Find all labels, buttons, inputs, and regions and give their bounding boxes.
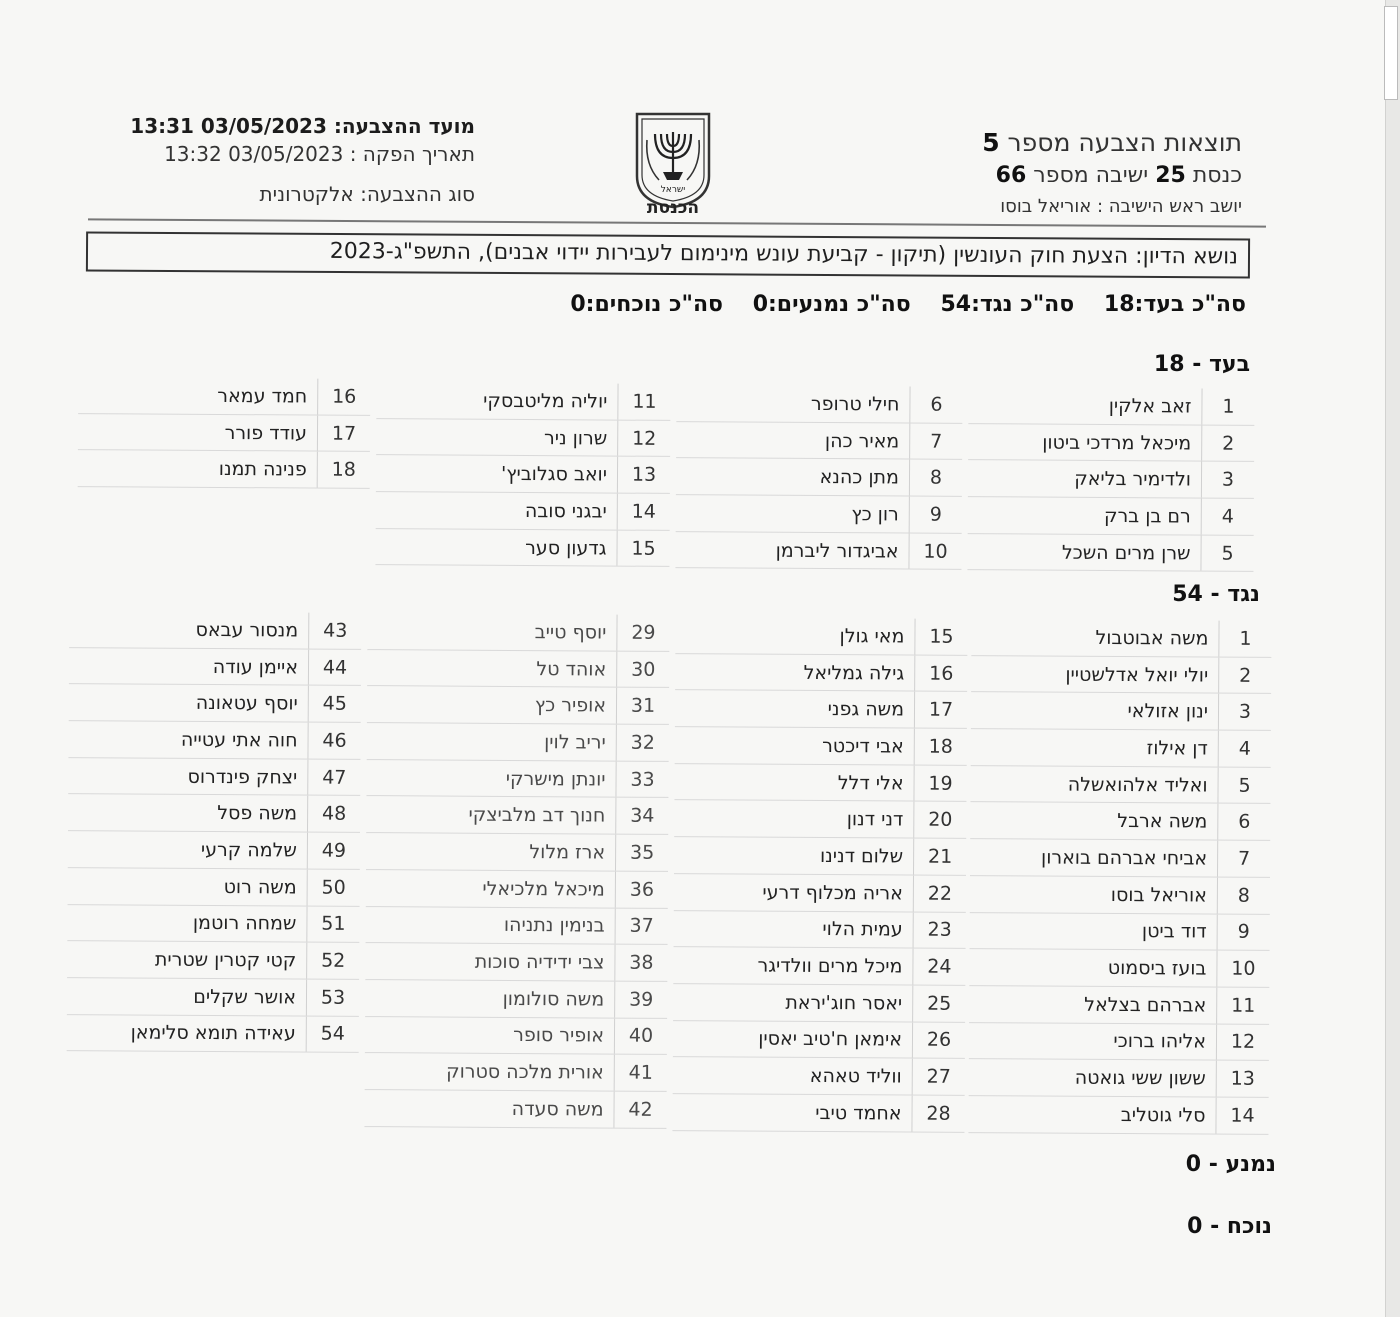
session-number: 66 [995, 163, 1027, 188]
member-name: חמד עמאר [217, 384, 308, 408]
member-name: משה אבוטבול [1095, 626, 1209, 650]
against-row [969, 986, 1269, 1025]
member-number: 27 [912, 1059, 965, 1095]
against-row [67, 941, 359, 979]
member-name: חילי טרופר [810, 392, 900, 416]
member-number: 41 [614, 1055, 667, 1091]
member-name: מתן כהנא [819, 466, 900, 489]
against-row [366, 907, 668, 946]
member-name: משה רוט [223, 875, 297, 899]
against-row [968, 1096, 1268, 1135]
member-number: 17 [914, 692, 967, 728]
against-row [68, 795, 360, 833]
member-number: 4 [1201, 499, 1254, 535]
against-row [969, 1023, 1269, 1062]
member-name: שלמה קרעי [200, 838, 297, 862]
against-row [672, 1094, 964, 1132]
member-number: 2 [1218, 657, 1271, 693]
member-name: אימאן ח'טיב יאסין [758, 1028, 903, 1051]
member-name: אבי דיכטר [822, 734, 904, 758]
against-row [969, 1059, 1269, 1098]
member-name: ארז מלול [529, 841, 606, 864]
produced-label: תאריך הפקה : [349, 142, 475, 166]
member-number: 51 [306, 906, 359, 942]
member-name: עמית הלוי [822, 918, 903, 941]
member-name: אופיר סופר [513, 1024, 605, 1047]
member-number: 20 [913, 802, 966, 838]
member-number: 17 [317, 415, 370, 451]
emblem-caption: הכנסת [646, 198, 700, 218]
member-number: 25 [912, 985, 965, 1021]
member-number: 40 [614, 1018, 667, 1054]
vote-number: 5 [982, 128, 1000, 157]
member-name: מיכאל מרדכי ביטון [1042, 431, 1192, 455]
member-number: 22 [913, 875, 966, 911]
member-name: בועז ביסמוט [1107, 956, 1207, 980]
chair-line: יושב ראש הישיבה : אוריאל בוסו [1000, 196, 1242, 217]
against-row [67, 905, 359, 943]
discussion-subject: נושא הדיון: הצעת חוק העונשין (תיקון - קביעת עונש מינימום לעבירות יידוי אבנים), התשפ"ג-2023 [86, 231, 1250, 278]
vote-header [982, 126, 1242, 222]
member-name: יצחק פינדרוס [187, 765, 298, 789]
against-row [970, 839, 1270, 878]
member-number: 18 [914, 729, 967, 765]
member-number: 33 [615, 761, 668, 797]
member-name: משה ארבל [1117, 810, 1208, 833]
member-number: 46 [307, 723, 360, 759]
member-number: 7 [1217, 841, 1270, 877]
knesset-label: כנסת [1192, 163, 1242, 188]
against-row [674, 801, 966, 839]
vote-time-value: 03/05/2023 13:31 [130, 114, 327, 138]
vote-meta [120, 112, 475, 208]
against-row [366, 833, 668, 872]
member-number: 5 [1200, 535, 1253, 571]
against-row [366, 797, 668, 836]
against-row [673, 984, 965, 1022]
member-name: אברהם בצלאל [1084, 993, 1207, 1017]
knesset-number: 25 [1155, 163, 1186, 188]
member-number: 6 [909, 387, 962, 423]
member-name: רון כץ [851, 503, 899, 526]
against-row [970, 876, 1270, 915]
against-row [970, 913, 1270, 952]
for-column-2 [675, 385, 962, 570]
member-name: יריב לוין [544, 731, 606, 754]
member-number: 9 [1217, 914, 1270, 950]
for-row [676, 422, 962, 460]
against-row [68, 831, 360, 869]
member-number: 21 [913, 839, 966, 875]
against-column-2 [672, 617, 967, 1132]
against-column-4 [67, 611, 362, 1053]
member-name: צבי ידידיה סוכות [474, 950, 605, 974]
against-row [673, 947, 965, 985]
member-number: 7 [909, 423, 962, 459]
against-row [674, 764, 966, 802]
against-row [675, 727, 967, 765]
member-name: אחמד טיבי [815, 1101, 902, 1125]
member-name: יוסף עטאונה [195, 692, 298, 715]
member-number: 53 [306, 979, 359, 1015]
for-row [375, 529, 669, 567]
member-number: 37 [615, 908, 668, 944]
member-number: 15 [914, 619, 967, 655]
member-name: אורית מלכה סטרוק [446, 1060, 604, 1084]
member-name: דני דנון [846, 808, 904, 831]
present-section-title: נוכח - 0 [1187, 1214, 1272, 1239]
member-number: 1 [1218, 621, 1271, 657]
for-row [78, 450, 370, 488]
member-number: 18 [317, 452, 370, 488]
member-name: סלי גוטליב [1120, 1103, 1206, 1127]
total-for: סה"כ בעד:18 [1103, 292, 1246, 317]
member-number: 44 [308, 649, 361, 685]
for-row [676, 459, 962, 497]
member-name: אוהד טל [536, 657, 607, 681]
member-number: 2 [1201, 425, 1254, 461]
produced-line [120, 140, 475, 168]
member-name: יונתן מישרקי [505, 767, 606, 791]
member-number: 8 [909, 460, 962, 496]
member-name: ינון אזולאי [1127, 700, 1209, 723]
for-row [676, 385, 962, 423]
member-number: 38 [614, 945, 667, 981]
member-name: שרון ניר [543, 426, 608, 450]
against-row [971, 656, 1271, 695]
member-name: בנימין נתניהו [503, 914, 605, 937]
member-number: 12 [617, 420, 670, 456]
against-column-3 [364, 613, 669, 1128]
total-abstain: סה"כ נמנעים:0 [752, 292, 911, 317]
member-name: אושר שקלים [193, 985, 297, 1009]
member-number: 50 [307, 869, 360, 905]
member-number: 45 [308, 686, 361, 722]
against-row [367, 686, 669, 725]
member-number: 11 [617, 384, 670, 420]
member-name: פנינה תמנו [218, 458, 307, 481]
against-row [367, 723, 669, 762]
totals-line [548, 292, 1246, 317]
member-number: 6 [1217, 804, 1270, 840]
against-row [673, 1057, 965, 1095]
for-row [376, 455, 670, 493]
member-name: גדעון סער [525, 536, 607, 560]
against-row [67, 978, 359, 1016]
vote-title [982, 126, 1242, 160]
member-name: מיכל מרים וולדיגר [757, 954, 903, 978]
for-row [376, 382, 670, 420]
page-edge [1385, 0, 1400, 1317]
against-row [971, 729, 1271, 768]
produced-value: 03/05/2023 13:32 [164, 142, 344, 166]
member-name: יולי יואל אדלשטיין [1065, 663, 1209, 687]
vote-time-label: מועד ההצבעה: [333, 114, 475, 138]
member-number: 54 [306, 1016, 359, 1052]
member-number: 34 [615, 798, 668, 834]
member-name: אופיר כץ [534, 694, 607, 717]
member-name: אלי דלל [837, 771, 904, 795]
emblem-inner-text: ישראל [660, 185, 686, 195]
against-row [366, 870, 668, 909]
member-number: 15 [616, 530, 669, 566]
for-row [968, 461, 1254, 499]
against-row [68, 721, 360, 759]
against-row [675, 654, 967, 692]
session-label: ישיבה מספר [1033, 163, 1149, 188]
member-name: משה סולומון [502, 987, 605, 1011]
member-name: רם בן ברק [1103, 504, 1191, 528]
member-number: 23 [913, 912, 966, 948]
member-number: 35 [615, 835, 668, 871]
for-row [967, 534, 1253, 572]
knesset-session-line [982, 160, 1242, 192]
against-row [367, 613, 669, 652]
member-name: יוסף טייב [534, 620, 607, 644]
member-number: 36 [615, 871, 668, 907]
member-name: חוה אתי עטייה [180, 728, 298, 752]
for-row [675, 532, 961, 570]
against-row [365, 1017, 667, 1056]
member-number: 48 [307, 796, 360, 832]
against-row [673, 1021, 965, 1059]
member-number: 16 [914, 655, 967, 691]
member-number: 10 [908, 533, 961, 569]
total-present: סה"כ נוכחים:0 [570, 292, 724, 317]
member-number: 5 [1217, 767, 1270, 803]
against-row [674, 911, 966, 949]
against-row [69, 684, 361, 722]
against-row [675, 690, 967, 728]
member-name: דוד ביטן [1141, 920, 1207, 943]
member-name: מאי גולן [839, 624, 905, 648]
against-row [969, 949, 1269, 988]
against-row [674, 874, 966, 912]
against-row [675, 617, 967, 655]
member-number: 13 [1216, 1061, 1269, 1097]
against-row [367, 650, 669, 689]
member-number: 14 [1215, 1098, 1268, 1134]
against-row [366, 760, 668, 799]
member-number: 8 [1217, 877, 1270, 913]
member-number: 32 [616, 725, 669, 761]
vote-type-label: סוג ההצבעה: [360, 182, 475, 206]
member-number: 30 [616, 651, 669, 687]
member-name: אריה מכלוף דרעי [762, 881, 903, 905]
against-row [69, 648, 361, 686]
member-name: ששון ששי גואטה [1074, 1066, 1206, 1090]
against-row [67, 1015, 359, 1053]
member-number: 4 [1218, 731, 1271, 767]
member-name: אביחי אברהם בוארון [1041, 846, 1208, 870]
member-name: אוריאל בוסו [1110, 883, 1207, 907]
against-row [674, 837, 966, 875]
member-name: גילה גמליאל [803, 661, 905, 685]
for-row [376, 419, 670, 457]
member-name: ווליד טאהא [809, 1065, 902, 1088]
member-name: ולדימיר בליאק [1074, 467, 1192, 491]
member-name: שרן מרים השכל [1061, 541, 1191, 565]
member-number: 24 [912, 949, 965, 985]
for-row [78, 377, 370, 415]
for-row [968, 424, 1254, 462]
member-number: 43 [308, 613, 361, 649]
member-number: 52 [306, 943, 359, 979]
member-name: יוליה מליטבסקי [483, 389, 608, 413]
member-name: ואליד אלהואשלה [1067, 773, 1208, 797]
member-number: 9 [909, 497, 962, 533]
vote-title-label: תוצאות הצבעה מספר [1007, 128, 1242, 157]
member-number: 42 [613, 1092, 666, 1128]
member-number: 29 [616, 615, 669, 651]
against-row [971, 692, 1271, 731]
for-row [78, 414, 370, 452]
member-name: משה סעדה [511, 1097, 604, 1121]
member-number: 49 [307, 833, 360, 869]
for-section-title: בעד - 18 [1153, 352, 1250, 377]
abstain-section-title: נמנע - 0 [1185, 1152, 1276, 1177]
member-name: משה פסל [217, 802, 298, 825]
for-row [376, 492, 670, 530]
member-name: עודד פורר [224, 421, 308, 445]
member-number: 1 [1201, 389, 1254, 425]
page-tab [1384, 6, 1398, 100]
against-row [68, 868, 360, 906]
member-number: 14 [617, 494, 670, 530]
member-number: 28 [911, 1096, 964, 1132]
vote-time-line [120, 112, 475, 140]
against-row [364, 1090, 666, 1129]
member-name: דן אילוז [1146, 737, 1208, 760]
member-number: 19 [913, 765, 966, 801]
member-number: 11 [1216, 987, 1269, 1023]
member-number: 3 [1201, 462, 1254, 498]
member-name: אליהו ברוכי [1113, 1030, 1207, 1053]
member-name: מיכאל מלכיאלי [482, 877, 605, 901]
member-name: מנסור עבאס [195, 618, 299, 642]
against-row [970, 803, 1270, 842]
for-row [968, 497, 1254, 535]
against-section-title: נגד - 54 [1172, 582, 1260, 607]
member-number: 10 [1216, 951, 1269, 987]
member-number: 31 [616, 688, 669, 724]
member-number: 3 [1218, 694, 1271, 730]
for-column-3 [375, 382, 670, 567]
against-row [69, 611, 361, 649]
for-column-4 [78, 377, 371, 489]
vote-type-value: אלקטרונית [259, 182, 354, 206]
member-name: יבגני סובה [524, 499, 607, 523]
member-number: 16 [317, 379, 370, 415]
member-name: שמחה רוטמן [192, 912, 297, 935]
against-column-1 [968, 619, 1271, 1134]
for-column-1 [967, 387, 1254, 572]
member-name: אביגדור ליברמן [775, 539, 899, 563]
member-name: משה גפני [827, 698, 905, 721]
member-name: מאיר כהן [824, 429, 900, 453]
member-name: שלום דנינו [819, 844, 904, 868]
vote-type-line [120, 180, 475, 208]
against-row [971, 619, 1271, 658]
for-row [676, 495, 962, 533]
member-name: חנוך דב מלביצקי [468, 803, 606, 827]
against-row [365, 1053, 667, 1092]
member-name: יאסר חוג'יראת [785, 991, 903, 1015]
member-name: איימן עודה [212, 655, 299, 679]
member-name: זאב אלקין [1108, 394, 1192, 418]
for-row [968, 387, 1254, 425]
member-number: 39 [614, 981, 667, 1017]
member-name: קטי קטרין שטרית [154, 948, 297, 972]
member-name: עאידה תומא סלימאן [130, 1021, 296, 1045]
member-number: 12 [1216, 1024, 1269, 1060]
member-number: 13 [617, 457, 670, 493]
against-row [365, 943, 667, 982]
against-row [970, 766, 1270, 805]
against-row [68, 758, 360, 796]
total-against: סה"כ נגד:54 [940, 292, 1075, 317]
member-number: 26 [912, 1022, 965, 1058]
against-row [365, 980, 667, 1019]
member-number: 47 [307, 759, 360, 795]
member-name: יואב סגלוביץ' [500, 463, 608, 486]
